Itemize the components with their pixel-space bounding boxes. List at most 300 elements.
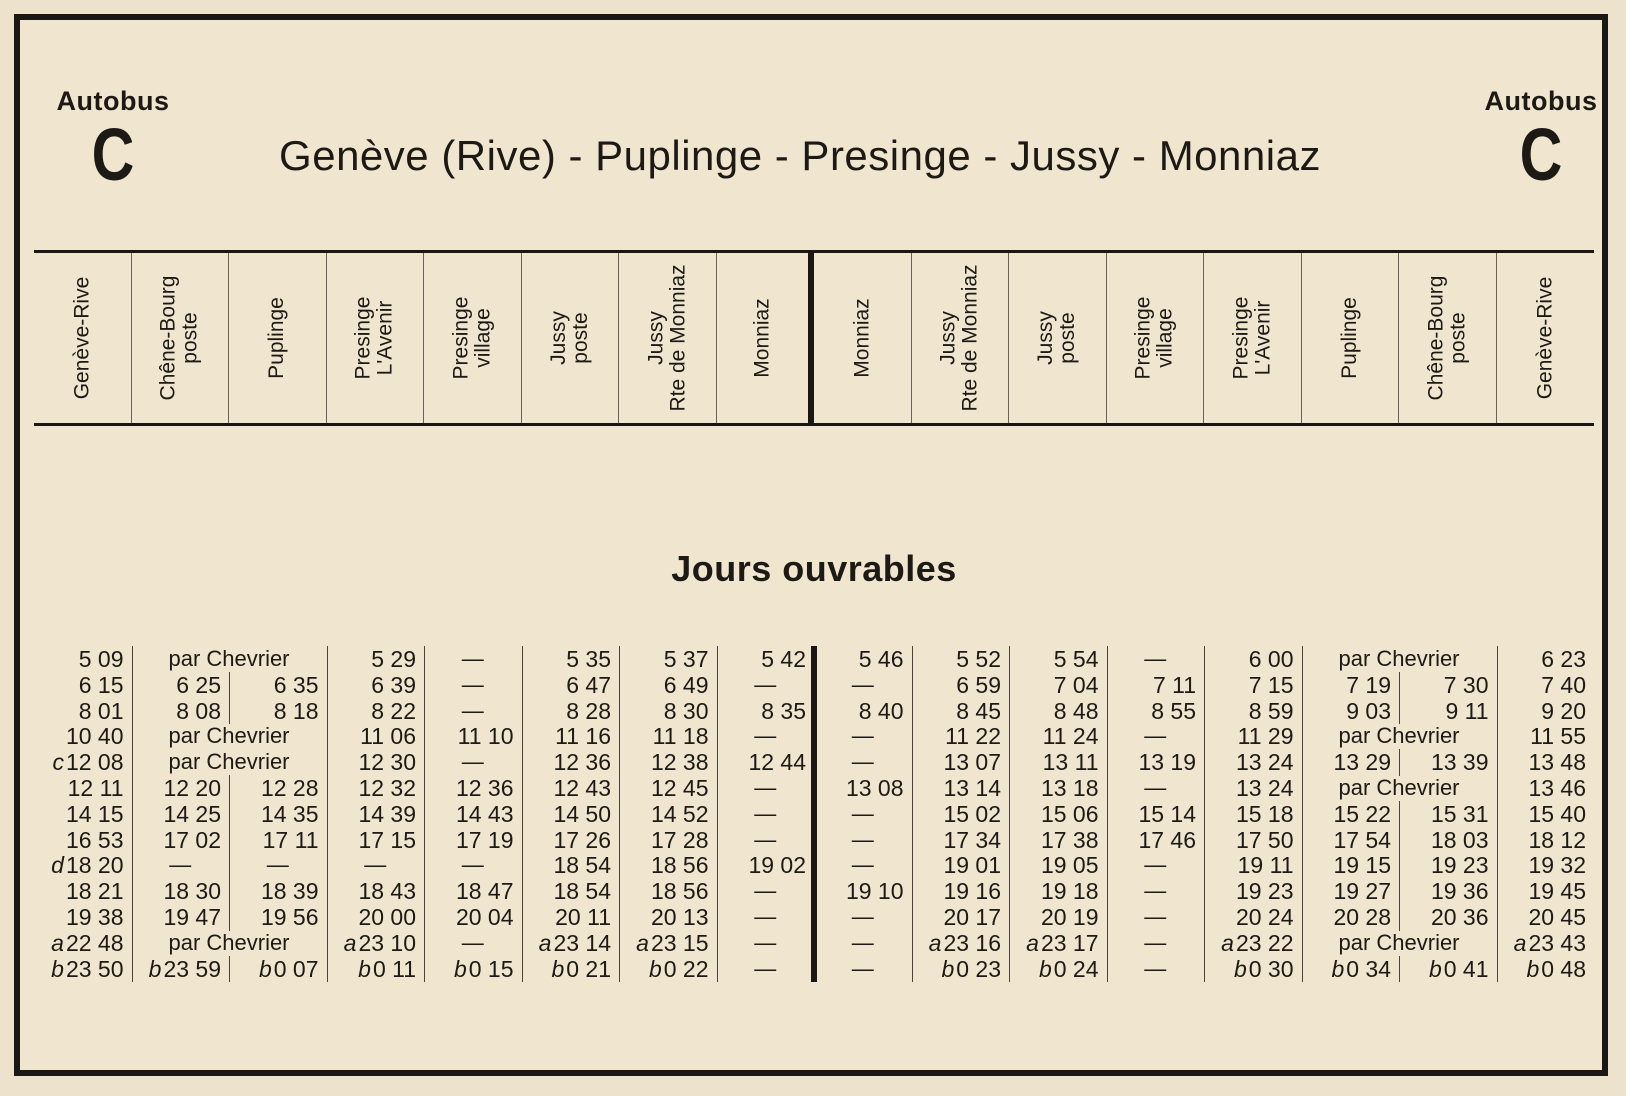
departure-time: 6 35 [273, 671, 319, 698]
departure-time: — [461, 671, 484, 697]
time-value: 23 22 [1235, 929, 1294, 956]
stop-name-line: Chêne-Bourg [156, 275, 180, 401]
departure-time: 13 46 [1528, 775, 1586, 801]
table-row [34, 775, 1594, 802]
departure-time [912, 930, 1010, 957]
departure-time [132, 956, 230, 983]
footnote-marker: b [648, 955, 662, 982]
departure-time: 8 40 [858, 697, 904, 724]
departure-time: — [851, 929, 874, 955]
footnote-marker: a [1513, 929, 1527, 956]
stop-name [450, 297, 494, 380]
departure-time [522, 930, 620, 957]
departure-time: 17 26 [553, 826, 611, 853]
via-chevrier-note: par Chevrier [1338, 929, 1460, 955]
time-value: 23 15 [650, 929, 709, 956]
stop-name-line: Presinge [1229, 296, 1253, 380]
footnote-marker: a [538, 929, 552, 956]
table-row [34, 878, 1594, 905]
departure-time: 13 39 [1430, 749, 1489, 776]
departure-time [619, 930, 717, 957]
column-header [814, 253, 912, 423]
table-row [34, 956, 1594, 983]
time-value: 23 17 [1040, 929, 1099, 956]
column-header [229, 253, 327, 423]
departure-time: 12 28 [260, 775, 319, 801]
departure-time: 16 53 [65, 826, 124, 853]
departure-time: 14 43 [455, 800, 514, 827]
via-chevrier-note: par Chevrier [168, 646, 290, 671]
table-row [34, 672, 1594, 699]
footnote-marker: a [1026, 929, 1039, 956]
departure-time: 8 55 [1151, 697, 1196, 724]
stop-name-line: Rte de Monniaz [666, 264, 690, 412]
time-value: 0 30 [1248, 955, 1294, 982]
footnote-marker: d [51, 852, 64, 879]
time-value: 22 48 [65, 929, 124, 956]
departure-time: — [754, 955, 777, 981]
departure-time: 15 31 [1430, 800, 1489, 827]
departure-time: 12 36 [553, 749, 611, 776]
table-row [34, 904, 1594, 931]
timetable-body [34, 646, 1594, 982]
departure-time: 7 15 [1248, 671, 1294, 698]
departure-time: — [1144, 955, 1167, 981]
footnote-marker: b [258, 955, 272, 982]
stop-name [938, 264, 982, 411]
departure-time: — [851, 826, 874, 852]
via-chevrier-note: par Chevrier [1338, 646, 1460, 671]
footnote-marker: b [1526, 955, 1540, 982]
departure-time: — [754, 775, 777, 800]
departure-time: 8 59 [1248, 697, 1294, 724]
departure-time: 14 35 [260, 800, 319, 827]
departure-time: 13 07 [943, 749, 1001, 776]
departure-time: 7 19 [1346, 671, 1391, 698]
departure-time: 13 08 [845, 775, 904, 801]
departure-time: 12 44 [748, 749, 806, 776]
table-row [34, 930, 1594, 957]
departure-time: 20 11 [555, 904, 611, 930]
departure-time: 6 49 [663, 671, 709, 698]
stop-name [266, 297, 288, 379]
footnote-marker: b [1233, 955, 1247, 982]
departure-time: 19 56 [260, 904, 319, 930]
departure-time: 8 30 [663, 697, 709, 724]
column-header [132, 253, 230, 423]
departure-time: 14 15 [65, 800, 124, 827]
stop-name-line: Presinge [449, 296, 473, 380]
stop-name-line: Genève-Rive [1533, 276, 1557, 400]
departure-time: 8 48 [1053, 697, 1099, 724]
departure-time: 18 56 [650, 878, 709, 905]
footnote-marker: b [1331, 955, 1345, 982]
departure-time: 17 19 [455, 826, 514, 853]
column-header [522, 253, 620, 423]
stop-name-line: Jussy [1034, 311, 1058, 365]
departure-time: 12 11 [67, 775, 124, 801]
departure-time: 11 10 [457, 723, 514, 750]
stop-name [353, 297, 397, 380]
footnote-marker: b [551, 955, 565, 982]
stop-name-line: Presinge [351, 296, 375, 380]
departure-time: 13 11 [1042, 749, 1099, 776]
footnote-marker: a [51, 929, 64, 956]
departure-time: 7 04 [1053, 671, 1099, 698]
footnote-marker: b [1038, 955, 1052, 982]
stop-name-line: Rte de Monniaz [958, 264, 982, 412]
departure-time: 13 29 [1333, 749, 1391, 776]
departure-time: 20 04 [455, 904, 514, 930]
departure-time: 11 29 [1237, 723, 1294, 750]
departure-time: — [851, 800, 874, 826]
footnote-marker: c [52, 749, 64, 776]
timetable-sheet [14, 14, 1608, 1076]
time-value: 0 21 [566, 955, 611, 982]
stop-name [1035, 311, 1079, 365]
departure-time [1204, 956, 1302, 983]
departure-time: 19 01 [943, 852, 1001, 879]
stop-name-line: Jussy [546, 311, 570, 365]
departure-time [1497, 930, 1595, 957]
departure-time: — [461, 646, 484, 671]
table-row [34, 852, 1594, 879]
departure-time: 8 08 [176, 697, 221, 724]
departure-time: — [266, 852, 289, 878]
departure-time: 18 43 [358, 878, 416, 905]
bus-badge-right [1476, 86, 1606, 196]
stop-name [71, 277, 93, 400]
departure-time: 19 15 [1333, 852, 1391, 879]
footnote-marker: a [636, 929, 649, 956]
column-header [1204, 253, 1302, 423]
time-value: 0 22 [663, 955, 709, 982]
departure-time: 13 24 [1235, 775, 1294, 801]
departure-time: 20 17 [943, 904, 1001, 930]
departure-time: — [461, 929, 484, 955]
departure-time: 17 11 [262, 826, 319, 853]
departure-time: 15 22 [1333, 800, 1391, 827]
stop-name [1534, 277, 1556, 400]
stop-name-line: poste [568, 312, 592, 364]
departure-time: 19 18 [1040, 878, 1099, 905]
stop-name [851, 298, 873, 377]
departure-time [912, 956, 1010, 983]
departure-time [34, 749, 132, 776]
via-chevrier-note: par Chevrier [1338, 723, 1460, 749]
departure-time: 8 18 [273, 697, 319, 724]
stop-name [1230, 297, 1274, 380]
autobus-label: Autobus [1484, 86, 1598, 116]
stop-name-line: L'Avenir [1251, 300, 1275, 376]
departure-time: 5 52 [956, 646, 1001, 672]
stop-name-line: poste [1446, 312, 1470, 364]
departure-time [1302, 956, 1400, 983]
table-row [34, 723, 1594, 750]
column-header [1399, 253, 1497, 423]
departure-time: 19 32 [1528, 852, 1586, 879]
departure-time: 20 28 [1333, 904, 1391, 930]
departure-time: 19 10 [845, 878, 904, 905]
departure-time: 13 14 [943, 775, 1001, 801]
footnote-marker: a [928, 929, 942, 956]
via-chevrier-note: par Chevrier [168, 929, 290, 955]
departure-time: 19 23 [1235, 878, 1294, 905]
departure-time: 18 03 [1430, 826, 1489, 853]
column-header [34, 253, 132, 423]
departure-time: 11 18 [652, 723, 709, 750]
table-row [34, 827, 1594, 854]
departure-time: 17 50 [1235, 826, 1294, 853]
departure-time: 15 40 [1528, 800, 1586, 827]
column-header [717, 253, 815, 423]
stop-name [645, 264, 689, 411]
departure-time: 8 28 [566, 697, 611, 724]
departure-time: 14 39 [358, 800, 416, 827]
stop-name-line: Genève-Rive [70, 276, 94, 400]
departure-time: 11 16 [555, 723, 611, 750]
departure-time: 13 24 [1235, 749, 1294, 776]
table-row [34, 646, 1594, 673]
stop-name-line: Monniaz [850, 298, 874, 378]
departure-time: — [1144, 878, 1167, 904]
departure-time: — [1144, 904, 1167, 929]
departure-time: 15 18 [1235, 800, 1294, 827]
departure-time: — [754, 826, 777, 852]
departure-time: — [1144, 646, 1167, 671]
departure-time: 18 12 [1528, 826, 1586, 853]
time-value: 23 14 [553, 929, 611, 956]
section-title: Jours ouvrables [671, 548, 957, 589]
departure-time: — [851, 904, 874, 929]
departure-time: — [461, 749, 484, 775]
stop-name [158, 276, 202, 401]
autobus-label: Autobus [56, 86, 170, 116]
departure-time: 18 56 [650, 852, 709, 879]
departure-time: — [851, 671, 874, 697]
departure-time: 6 47 [566, 671, 611, 698]
stop-name-line: Puplinge [265, 297, 289, 379]
time-value: 12 08 [65, 749, 124, 776]
departure-time: — [364, 852, 387, 878]
departure-time: 6 59 [956, 671, 1001, 698]
column-header [912, 253, 1010, 423]
departure-time: 20 45 [1528, 904, 1586, 930]
departure-time [1204, 930, 1302, 957]
departure-time: 13 48 [1528, 749, 1586, 776]
departure-time: 11 06 [360, 723, 416, 750]
footnote-marker: b [148, 955, 162, 982]
departure-time: 8 45 [956, 697, 1001, 724]
time-value: 0 41 [1443, 955, 1489, 982]
time-value: 18 20 [65, 852, 124, 879]
stop-header-row [34, 253, 1594, 423]
departure-time [522, 956, 620, 983]
departure-time: — [851, 955, 874, 981]
departure-time: 14 52 [650, 800, 709, 827]
departure-time: — [754, 878, 777, 904]
time-value: 23 59 [163, 955, 221, 982]
departure-time: 17 34 [943, 826, 1001, 853]
footnote-marker: b [358, 955, 371, 982]
departure-time: 5 46 [858, 646, 904, 672]
departure-time [1399, 956, 1497, 983]
departure-time: 8 35 [761, 697, 806, 724]
stop-name-line: Jussy [644, 311, 668, 365]
time-value: 23 43 [1528, 929, 1586, 956]
time-value: 0 24 [1053, 955, 1099, 982]
time-value: 0 23 [956, 955, 1001, 982]
table-row [34, 801, 1594, 828]
table-row [34, 698, 1594, 725]
departure-time: 17 38 [1040, 826, 1099, 853]
footnote-marker: b [453, 955, 467, 982]
departure-time: 7 40 [1541, 671, 1586, 698]
departure-time: 19 11 [1237, 852, 1294, 879]
departure-time: 12 36 [455, 775, 514, 801]
departure-time: 5 37 [663, 646, 709, 672]
stop-name-line: Chêne-Bourg [1424, 275, 1448, 401]
departure-time: 7 30 [1443, 671, 1489, 698]
departure-time: 19 05 [1040, 852, 1099, 879]
departure-time: — [851, 749, 874, 775]
departure-time: 14 50 [553, 800, 611, 827]
column-header [619, 253, 717, 423]
departure-time: — [461, 852, 484, 878]
departure-time [327, 956, 425, 983]
departure-time: 12 32 [358, 775, 416, 801]
departure-time: 9 20 [1541, 697, 1586, 724]
departure-time: 15 06 [1040, 800, 1099, 827]
stop-name-line: village [471, 308, 495, 368]
departure-time: 12 30 [358, 749, 416, 776]
departure-time: 17 02 [163, 826, 221, 853]
departure-time: 5 29 [371, 646, 416, 672]
departure-time: — [754, 723, 777, 749]
departure-time: 7 11 [1152, 671, 1196, 698]
departure-time: — [851, 852, 874, 878]
line-letter: C [91, 113, 135, 196]
departure-time: 6 00 [1248, 646, 1294, 672]
departure-time: 19 23 [1430, 852, 1489, 879]
departure-time: 17 46 [1138, 826, 1196, 853]
departure-time [619, 956, 717, 983]
departure-time: 19 02 [748, 852, 806, 879]
departure-time: 9 11 [1445, 697, 1489, 724]
departure-time: 19 27 [1333, 878, 1391, 905]
departure-time [424, 956, 522, 983]
departure-time: — [754, 929, 777, 955]
departure-time: — [169, 852, 192, 878]
bus-badge-left [48, 86, 178, 196]
departure-time: — [754, 800, 777, 826]
departure-time: 13 19 [1138, 749, 1196, 776]
column-header [1009, 253, 1107, 423]
column-header [424, 253, 522, 423]
table-row [34, 749, 1594, 776]
departure-time: 12 45 [650, 775, 709, 801]
time-value: 23 16 [943, 929, 1001, 956]
stop-name [1339, 297, 1361, 379]
via-chevrier-note: par Chevrier [1338, 775, 1460, 800]
departure-time: — [1144, 929, 1167, 955]
departure-time: 17 15 [358, 826, 416, 853]
departure-time: 5 42 [761, 646, 806, 672]
departure-time: 18 47 [455, 878, 514, 905]
via-chevrier-note: par Chevrier [168, 749, 290, 775]
stop-name [548, 311, 592, 365]
column-header [1497, 253, 1595, 423]
departure-time: — [461, 697, 484, 723]
departure-time: — [754, 904, 777, 929]
departure-time: 19 45 [1528, 878, 1586, 905]
via-chevrier-note: par Chevrier [168, 723, 290, 749]
time-value: 0 48 [1541, 955, 1586, 982]
departure-time [1009, 956, 1107, 983]
departure-time: — [851, 723, 874, 749]
stop-name-line: Jussy [936, 311, 960, 365]
departure-time: — [1144, 775, 1167, 800]
line-letter: C [1519, 113, 1563, 196]
departure-time: 9 03 [1346, 697, 1391, 724]
departure-time: 19 36 [1430, 878, 1489, 905]
departure-time: 17 54 [1333, 826, 1391, 853]
departure-time: 18 54 [553, 852, 611, 879]
departure-time: — [1144, 852, 1167, 878]
stop-name-line: poste [178, 312, 202, 364]
departure-time: 5 35 [566, 646, 611, 672]
departure-time: 6 23 [1541, 646, 1586, 672]
departure-time [229, 956, 327, 983]
departure-time: 19 47 [163, 904, 221, 930]
departure-time: 20 13 [650, 904, 709, 930]
stop-name-line: Puplinge [1337, 297, 1361, 379]
departure-time: 20 24 [1235, 904, 1294, 930]
footnote-marker: b [1428, 955, 1442, 982]
departure-time: 6 39 [371, 671, 416, 698]
stop-name [751, 298, 773, 377]
departure-time: 20 00 [358, 904, 416, 930]
departure-time: 12 38 [650, 749, 709, 776]
departure-time: 19 16 [943, 878, 1001, 905]
footnote-marker: a [343, 929, 357, 956]
departure-time: 13 18 [1040, 775, 1099, 801]
time-value: 0 07 [273, 955, 319, 982]
departure-time: 8 01 [78, 697, 124, 724]
departure-time: 19 38 [65, 904, 124, 930]
departure-time: 5 09 [78, 646, 124, 672]
column-header [1107, 253, 1205, 423]
departure-time: 6 15 [78, 671, 124, 698]
departure-time [34, 930, 132, 957]
departure-time: 11 55 [1530, 723, 1586, 750]
departure-time: 11 22 [945, 723, 1001, 750]
time-value: 23 10 [358, 929, 416, 956]
departure-time: 11 24 [1042, 723, 1099, 750]
departure-time: 18 54 [553, 878, 611, 905]
departure-time: 12 43 [553, 775, 611, 801]
departure-time: 18 21 [65, 878, 124, 905]
departure-time: 17 28 [650, 826, 709, 853]
departure-time: 20 36 [1430, 904, 1489, 930]
stop-name-line: village [1153, 308, 1177, 368]
departure-time: 18 39 [260, 878, 319, 905]
stop-name [1133, 297, 1177, 380]
departure-time [327, 930, 425, 957]
departure-time [34, 956, 132, 983]
departure-time: 6 25 [176, 671, 221, 698]
departure-time: 15 02 [943, 800, 1001, 827]
